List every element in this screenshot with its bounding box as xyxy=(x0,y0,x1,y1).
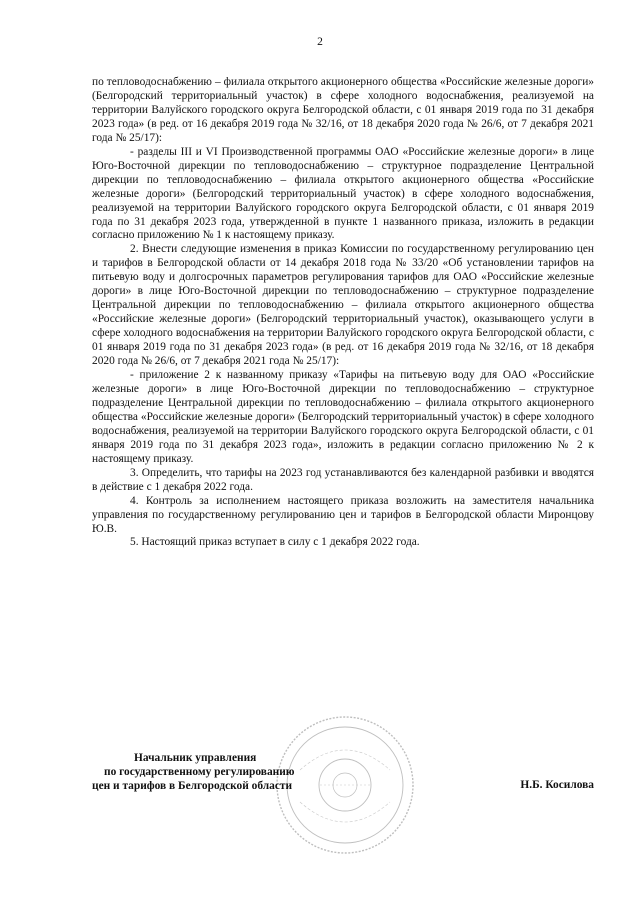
signature-title-line-2: по государственному регулированию xyxy=(104,766,295,778)
paragraph-3: 2. Внести следующие изменения в приказ Комиссии по государственному регулированию цен и тарифов в Белгородской области от 14 декабря 2018 года № 33/20 «Об установлении тарифов на питьевую воду и долгосрочных параметров регулирования тарифов для ОАО «Российские железные дороги» в лице Юго-Восточной дирекции по тепловодоснабжению – структурное подразделение Центральной дирекции по тепловодоснабжению – филиала открытого акционерного общества «Российские железные дороги» (Белгородский территориальный участок), оказывающего услуги в сфере холодного водоснабжения на территории Валуйского городского округа Белгородской области, с 01 января 2019 года по 31 декабря 2023 года» (в ред. от 16 декабря 2019 года № 32/16, от 18 декабря 2020 года № 26/6, от 7 декабря 2021 года № 25/17): xyxy=(92,243,594,368)
signatory-name: Н.Б. Косилова xyxy=(520,779,594,791)
paragraph-2: - разделы III и VI Производственной программы ОАО «Российские железные дороги» в лице Юго-Восточной дирекции по тепловодоснабжению – структурное подразделение Центральной дирекции по тепловодоснабжению – филиала открытого акционерного общества «Российские железные дороги» (Белгородский территориальный участок) в сфере холодного водоснабжения, реализуемой на территории Валуйского городского округа Белгородской области, с 01 января 2019 года по 31 декабря 2023 года, утвержденной в пункте 1 названного приказа, изложить в редакции согласно приложению № 1 к настоящему приказу. xyxy=(92,145,594,242)
paragraph-7: 5. Настоящий приказ вступает в силу с 1 декабря 2022 года. xyxy=(130,536,420,549)
signature-block xyxy=(92,752,594,812)
paragraph-5: 3. Определить, что тарифы на 2023 год устанавливаются без календарной разбивки и вводятся в действие с 1 декабря 2022 года. xyxy=(92,466,594,493)
paragraph-4: - приложение 2 к названному приказу «Тарифы на питьевую воду для ОАО «Российские железные дороги» в лице Юго-Восточной дирекции по тепловодоснабжению – структурное подразделение Центральной дирекции по тепловодоснабжению – филиала открытого акционерного общества «Российские железные дороги» (Белгородский территориальный участок) в сфере холодного водоснабжения, реализуемой на территории Валуйского городского округа Белгородской области, с 01 января 2019 года по 31 декабря 2023 года», изложить в редакции согласно приложению № 2 к настоящему приказу. xyxy=(92,369,594,465)
signature-title-line-3: цен и тарифов в Белгородской области xyxy=(92,780,293,792)
document-body xyxy=(92,76,594,550)
page-number: 2 xyxy=(317,36,323,48)
paragraph-6: 4. Контроль за исполнением настоящего приказа возложить на заместителя начальника управления по государственному регулированию цен и тарифов в Белгородской области Миронцову Ю.В. xyxy=(92,494,594,535)
paragraph-1: по тепловодоснабжению – филиала открытого акционерного общества «Российские железные дороги» (Белгородский территориальный участок) в сфере холодного водоснабжения, реализуемой на территории Валуйского городского округа Белгородской области, с 01 января 2019 года по 31 декабря 2023 года» (в ред. от 16 декабря 2019 года № 32/16, от 18 декабря 2020 года № 26/6, от 7 декабря 2021 года № 25/17): xyxy=(92,76,594,144)
signature-title-line-1: Начальник управления xyxy=(134,752,257,764)
